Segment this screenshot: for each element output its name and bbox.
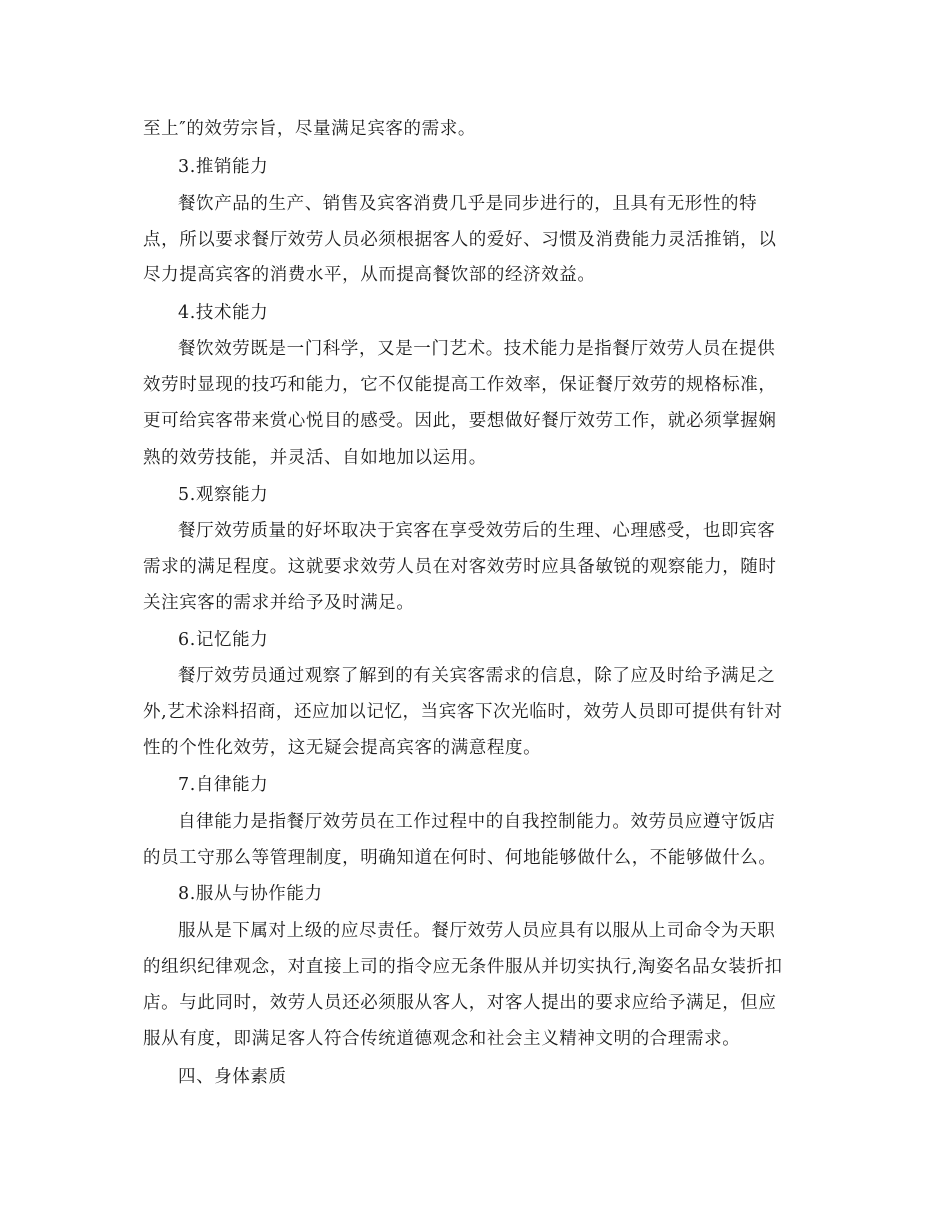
paragraph-line: 熟的效劳技能，并灵活、自如地加以运用。 — [143, 448, 487, 468]
paragraph-line: 外,艺术涂料招商，还应加以记忆，当宾客下次光临时，效劳人员即可提供有针对 — [143, 702, 783, 722]
section-heading: 3.推销能力 — [178, 157, 269, 177]
paragraph-line: 自律能力是指餐厅效劳员在工作过程中的自我控制能力。效劳员应遵守饭店 — [178, 812, 776, 832]
section-heading: 4.技术能力 — [178, 303, 269, 323]
section-heading: 8.服从与协作能力 — [178, 884, 323, 904]
paragraph-line: 效劳时显现的技巧和能力，它不仅能提高工作效率，保证餐厅效劳的规格标准， — [143, 375, 777, 395]
section-heading: 四、身体素质 — [178, 1067, 287, 1087]
paragraph-line: 点，所以要求餐厅效劳人员必须根据客人的爱好、习惯及消费能力灵活推销，以 — [143, 230, 777, 250]
paragraph-line: 餐厅效劳质量的好坏取决于宾客在享受效劳后的生理、心理感受，也即宾客 — [178, 521, 776, 541]
paragraph-line: 尽力提高宾客的消费水平，从而提高餐饮部的经济效益。 — [143, 265, 596, 285]
section-heading: 7.自律能力 — [178, 775, 269, 795]
paragraph-line: 需求的满足程度。这就要求效劳人员在对客效劳时应具备敏锐的观察能力，随时 — [143, 557, 777, 577]
paragraph-line: 店。与此同时，效劳人员还必须服从客人，对客人提出的要求应给予满足，但应 — [143, 993, 777, 1013]
paragraph-line: 关注宾客的需求并给予及时满足。 — [143, 593, 415, 613]
paragraph-line: 至上″的效劳宗旨，尽量满足宾客的需求。 — [143, 119, 476, 139]
paragraph-line: 餐饮效劳既是一门科学，又是一门艺术。技术能力是指餐厅效劳人员在提供 — [178, 339, 776, 359]
paragraph-line: 性的个性化效劳，这无疑会提高宾客的满意程度。 — [143, 738, 542, 758]
paragraph-line: 餐饮产品的生产、销售及宾客消费几乎是同步进行的，且具有无形性的特 — [178, 194, 758, 214]
paragraph-line: 服从是下属对上级的应尽责任。餐厅效劳人员应具有以服从上司命令为天职 — [178, 921, 776, 941]
paragraph-line: 更可给宾客带来赏心悦目的感受。因此，要想做好餐厅效劳工作，就必须掌握娴 — [143, 411, 777, 431]
section-heading: 6.记忆能力 — [178, 630, 269, 650]
section-heading: 5.观察能力 — [178, 485, 269, 505]
paragraph-line: 的组织纪律观念，对直接上司的指令应无条件服从并切实执行,淘姿名品女装折扣 — [143, 957, 783, 977]
paragraph-line: 餐厅效劳员通过观察了解到的有关宾客需求的信息，除了应及时给予满足之 — [178, 666, 776, 686]
paragraph-line: 的员工守那么等管理制度，明确知道在何时、何地能够做什么，不能够做什么。 — [143, 848, 777, 868]
paragraph-line: 服从有度，即满足客人符合传统道德观念和社会主义精神文明的合理需求。 — [143, 1029, 741, 1049]
